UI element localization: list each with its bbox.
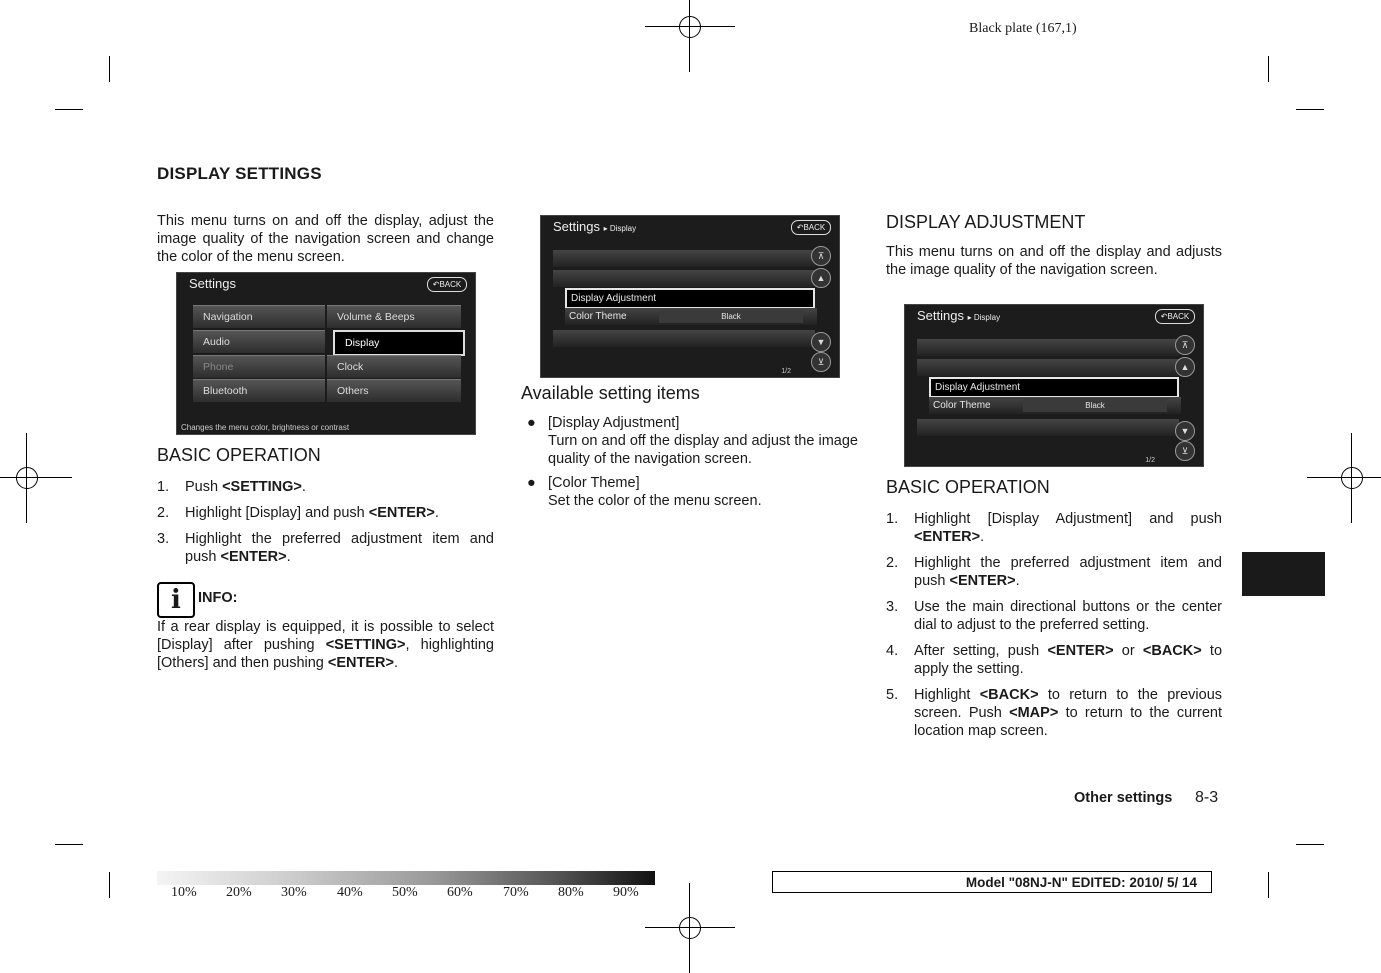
right-intro-text: This menu turns on and off the display and adjusts the image quality of the navigation screen. xyxy=(886,244,1222,278)
step-text: or xyxy=(1113,643,1143,659)
crop-mark xyxy=(1268,56,1269,82)
empty-row xyxy=(553,250,815,267)
page-indicator: 1/2 xyxy=(781,368,791,375)
scroll-down-icon: ▼ xyxy=(811,332,831,352)
list-item xyxy=(886,554,1222,590)
registration-mark xyxy=(1307,433,1381,523)
back-label: BACK xyxy=(439,280,462,289)
list-item xyxy=(521,474,858,510)
step-key: <SETTING> xyxy=(222,479,302,495)
menu-item-audio: Audio xyxy=(193,330,325,353)
step-text: . xyxy=(434,505,439,521)
row-value: Black xyxy=(659,310,803,323)
list-item xyxy=(886,686,1222,740)
info-key: <SETTING> xyxy=(325,637,406,653)
list-item xyxy=(886,598,1222,634)
page-number: 8-3 xyxy=(1195,789,1219,806)
step-text: Push xyxy=(185,479,223,495)
chapter-tab xyxy=(1242,552,1325,596)
scroll-bottom-icon: ⊻ xyxy=(1175,441,1195,461)
list-item xyxy=(521,414,858,468)
step-text: Highlight the preferred adjustment item and push xyxy=(914,555,1222,589)
step-number: 3. xyxy=(157,531,170,547)
row-value: Black xyxy=(1023,399,1167,412)
screen-title xyxy=(917,308,1000,323)
step-text: Use the main directional buttons or the center dial to adjust to the preferred setting. xyxy=(914,599,1222,633)
menu-item-others: Others xyxy=(327,379,461,402)
registration-mark xyxy=(645,0,735,72)
step-text: . xyxy=(1015,573,1020,589)
row-label: Color Theme xyxy=(569,311,627,322)
tone-scale-label: 10% xyxy=(171,885,197,900)
left-steps xyxy=(157,478,494,574)
section-heading: DISPLAY SETTINGS xyxy=(157,164,322,183)
crop-mark xyxy=(109,56,110,82)
step-key: <MAP> xyxy=(1009,705,1059,721)
info-label: INFO: xyxy=(198,590,238,606)
info-text-part: . xyxy=(394,655,399,671)
step-key: <BACK> xyxy=(1142,643,1202,659)
step-text: Highlight [Display Adjustment] and push xyxy=(914,511,1222,527)
back-button xyxy=(791,220,831,235)
tone-scale-bar xyxy=(157,871,655,885)
section-heading-display-adjustment: DISPLAY ADJUSTMENT xyxy=(886,212,1086,232)
list-item xyxy=(157,530,494,566)
step-number: 4. xyxy=(886,643,899,659)
item-desc: Set the color of the menu screen. xyxy=(548,493,762,509)
empty-row xyxy=(917,339,1179,356)
model-edited-box: Model "08NJ-N" EDITED: 2010/ 5/ 14 xyxy=(772,871,1212,893)
step-number: 2. xyxy=(157,505,170,521)
list-item xyxy=(886,510,1222,546)
step-text: Highlight xyxy=(914,687,980,703)
scroll-down-icon: ▼ xyxy=(1175,421,1195,441)
screen-title: Settings xyxy=(189,276,236,291)
intro-text: This menu turns on and off the display, adjust the image quality of the navigation screen and change the color of the menu screen. xyxy=(157,213,494,265)
info-text-part: If a rear display is equipped, it is possible to select [Display] after pushing xyxy=(157,619,494,653)
info-text-part: , highlighting [Others] and then pushing xyxy=(157,637,494,671)
menu-item-phone: Phone xyxy=(193,355,325,378)
row-display-adjustment: Display Adjustment xyxy=(565,288,815,309)
crop-mark xyxy=(109,872,110,898)
step-key: <ENTER> xyxy=(1047,643,1114,659)
step-key: <BACK> xyxy=(979,687,1039,703)
menu-item-bluetooth: Bluetooth xyxy=(193,379,325,402)
crop-mark xyxy=(1296,109,1324,110)
back-label: BACK xyxy=(803,223,826,232)
registration-mark xyxy=(0,433,72,523)
crop-mark xyxy=(1296,844,1324,845)
crop-mark xyxy=(55,844,83,845)
step-text: Highlight [Display] and push xyxy=(185,505,369,521)
step-number: 1. xyxy=(886,511,899,527)
back-button xyxy=(1155,309,1195,324)
row-display-adjustment: Display Adjustment xyxy=(929,377,1179,398)
step-text: After setting, push xyxy=(914,643,1048,659)
row-label: Color Theme xyxy=(933,400,991,411)
scroll-up-icon: ▲ xyxy=(811,268,831,288)
step-text: to return to the current location map screen. xyxy=(914,705,1222,739)
tone-scale-label: 90% xyxy=(613,885,639,900)
tone-scale-label: 30% xyxy=(281,885,307,900)
list-item xyxy=(886,642,1222,678)
step-text: . xyxy=(301,479,306,495)
info-text xyxy=(157,618,494,672)
crop-mark xyxy=(1268,872,1269,898)
basic-operation-heading: BASIC OPERATION xyxy=(157,445,321,465)
scroll-up-icon: ▲ xyxy=(1175,357,1195,377)
screen-title xyxy=(553,219,636,234)
tone-scale-label: 70% xyxy=(503,885,529,900)
step-text: . xyxy=(286,549,291,565)
info-key: <ENTER> xyxy=(327,655,394,671)
step-text: to return to the previous screen. Push xyxy=(914,687,1223,721)
step-key: <ENTER> xyxy=(914,529,981,545)
back-icon: ↶ xyxy=(432,280,440,289)
plate-label: Black plate (167,1) xyxy=(969,21,1077,36)
bullet-icon: ● xyxy=(527,475,536,491)
step-text: to apply the setting. xyxy=(914,643,1223,677)
settings-menu-screenshot xyxy=(176,272,476,435)
back-label: BACK xyxy=(1167,312,1190,321)
step-key: <ENTER> xyxy=(220,549,287,565)
step-text: . xyxy=(980,529,985,545)
menu-item-display: Display xyxy=(333,330,465,356)
screen-crumb: ▸ Display xyxy=(967,313,1001,322)
tone-scale-label: 60% xyxy=(447,885,473,900)
empty-row xyxy=(917,419,1179,436)
display-screenshot xyxy=(540,215,840,378)
step-text: Highlight the preferred adjustment item and push xyxy=(185,531,494,565)
page-indicator: 1/2 xyxy=(1145,457,1155,464)
bullet-icon: ● xyxy=(527,415,536,431)
right-steps xyxy=(886,510,1222,748)
step-number: 3. xyxy=(886,599,899,615)
screen-title-text: Settings xyxy=(917,308,964,323)
tone-scale-label: 80% xyxy=(558,885,584,900)
scroll-bottom-icon: ⊻ xyxy=(811,352,831,372)
info-icon: i xyxy=(157,582,195,618)
item-title: [Display Adjustment] xyxy=(548,415,680,431)
row-color-theme xyxy=(565,308,817,325)
back-icon: ↶ xyxy=(1160,312,1168,321)
back-icon: ↶ xyxy=(796,223,804,232)
right-basic-operation-heading: BASIC OPERATION xyxy=(886,477,1050,497)
footer-section: Other settings xyxy=(1074,790,1173,806)
item-desc: Turn on and off the display and adjust the image quality of the navigation screen. xyxy=(548,433,858,467)
step-number: 5. xyxy=(886,687,899,703)
setting-items-list xyxy=(521,414,858,516)
item-title: [Color Theme] xyxy=(548,475,640,491)
screen-footer: Changes the menu color, brightness or contrast xyxy=(181,423,350,432)
step-key: <ENTER> xyxy=(949,573,1016,589)
scroll-top-icon: ⊼ xyxy=(1175,335,1195,355)
step-number: 2. xyxy=(886,555,899,571)
screen-title-text: Settings xyxy=(553,219,600,234)
empty-row xyxy=(917,359,1179,376)
crop-mark xyxy=(55,109,83,110)
row-color-theme xyxy=(929,397,1181,414)
list-item xyxy=(157,478,494,496)
scroll-top-icon: ⊼ xyxy=(811,246,831,266)
tone-scale-label: 50% xyxy=(392,885,418,900)
menu-item-volume-beeps: Volume & Beeps xyxy=(327,305,461,328)
menu-item-clock: Clock xyxy=(327,355,461,378)
screen-crumb: ▸ Display xyxy=(603,224,637,233)
list-item xyxy=(157,504,494,522)
step-number: 1. xyxy=(157,479,170,495)
registration-mark xyxy=(645,883,735,973)
empty-row xyxy=(553,270,815,287)
display-adjustment-screenshot xyxy=(904,304,1204,467)
step-key: <ENTER> xyxy=(368,505,435,521)
tone-scale-label: 20% xyxy=(226,885,252,900)
menu-item-navigation: Navigation xyxy=(193,305,325,328)
empty-row xyxy=(553,330,815,347)
tone-scale-label: 40% xyxy=(337,885,363,900)
back-button xyxy=(427,277,467,292)
available-heading: Available setting items xyxy=(521,383,700,403)
